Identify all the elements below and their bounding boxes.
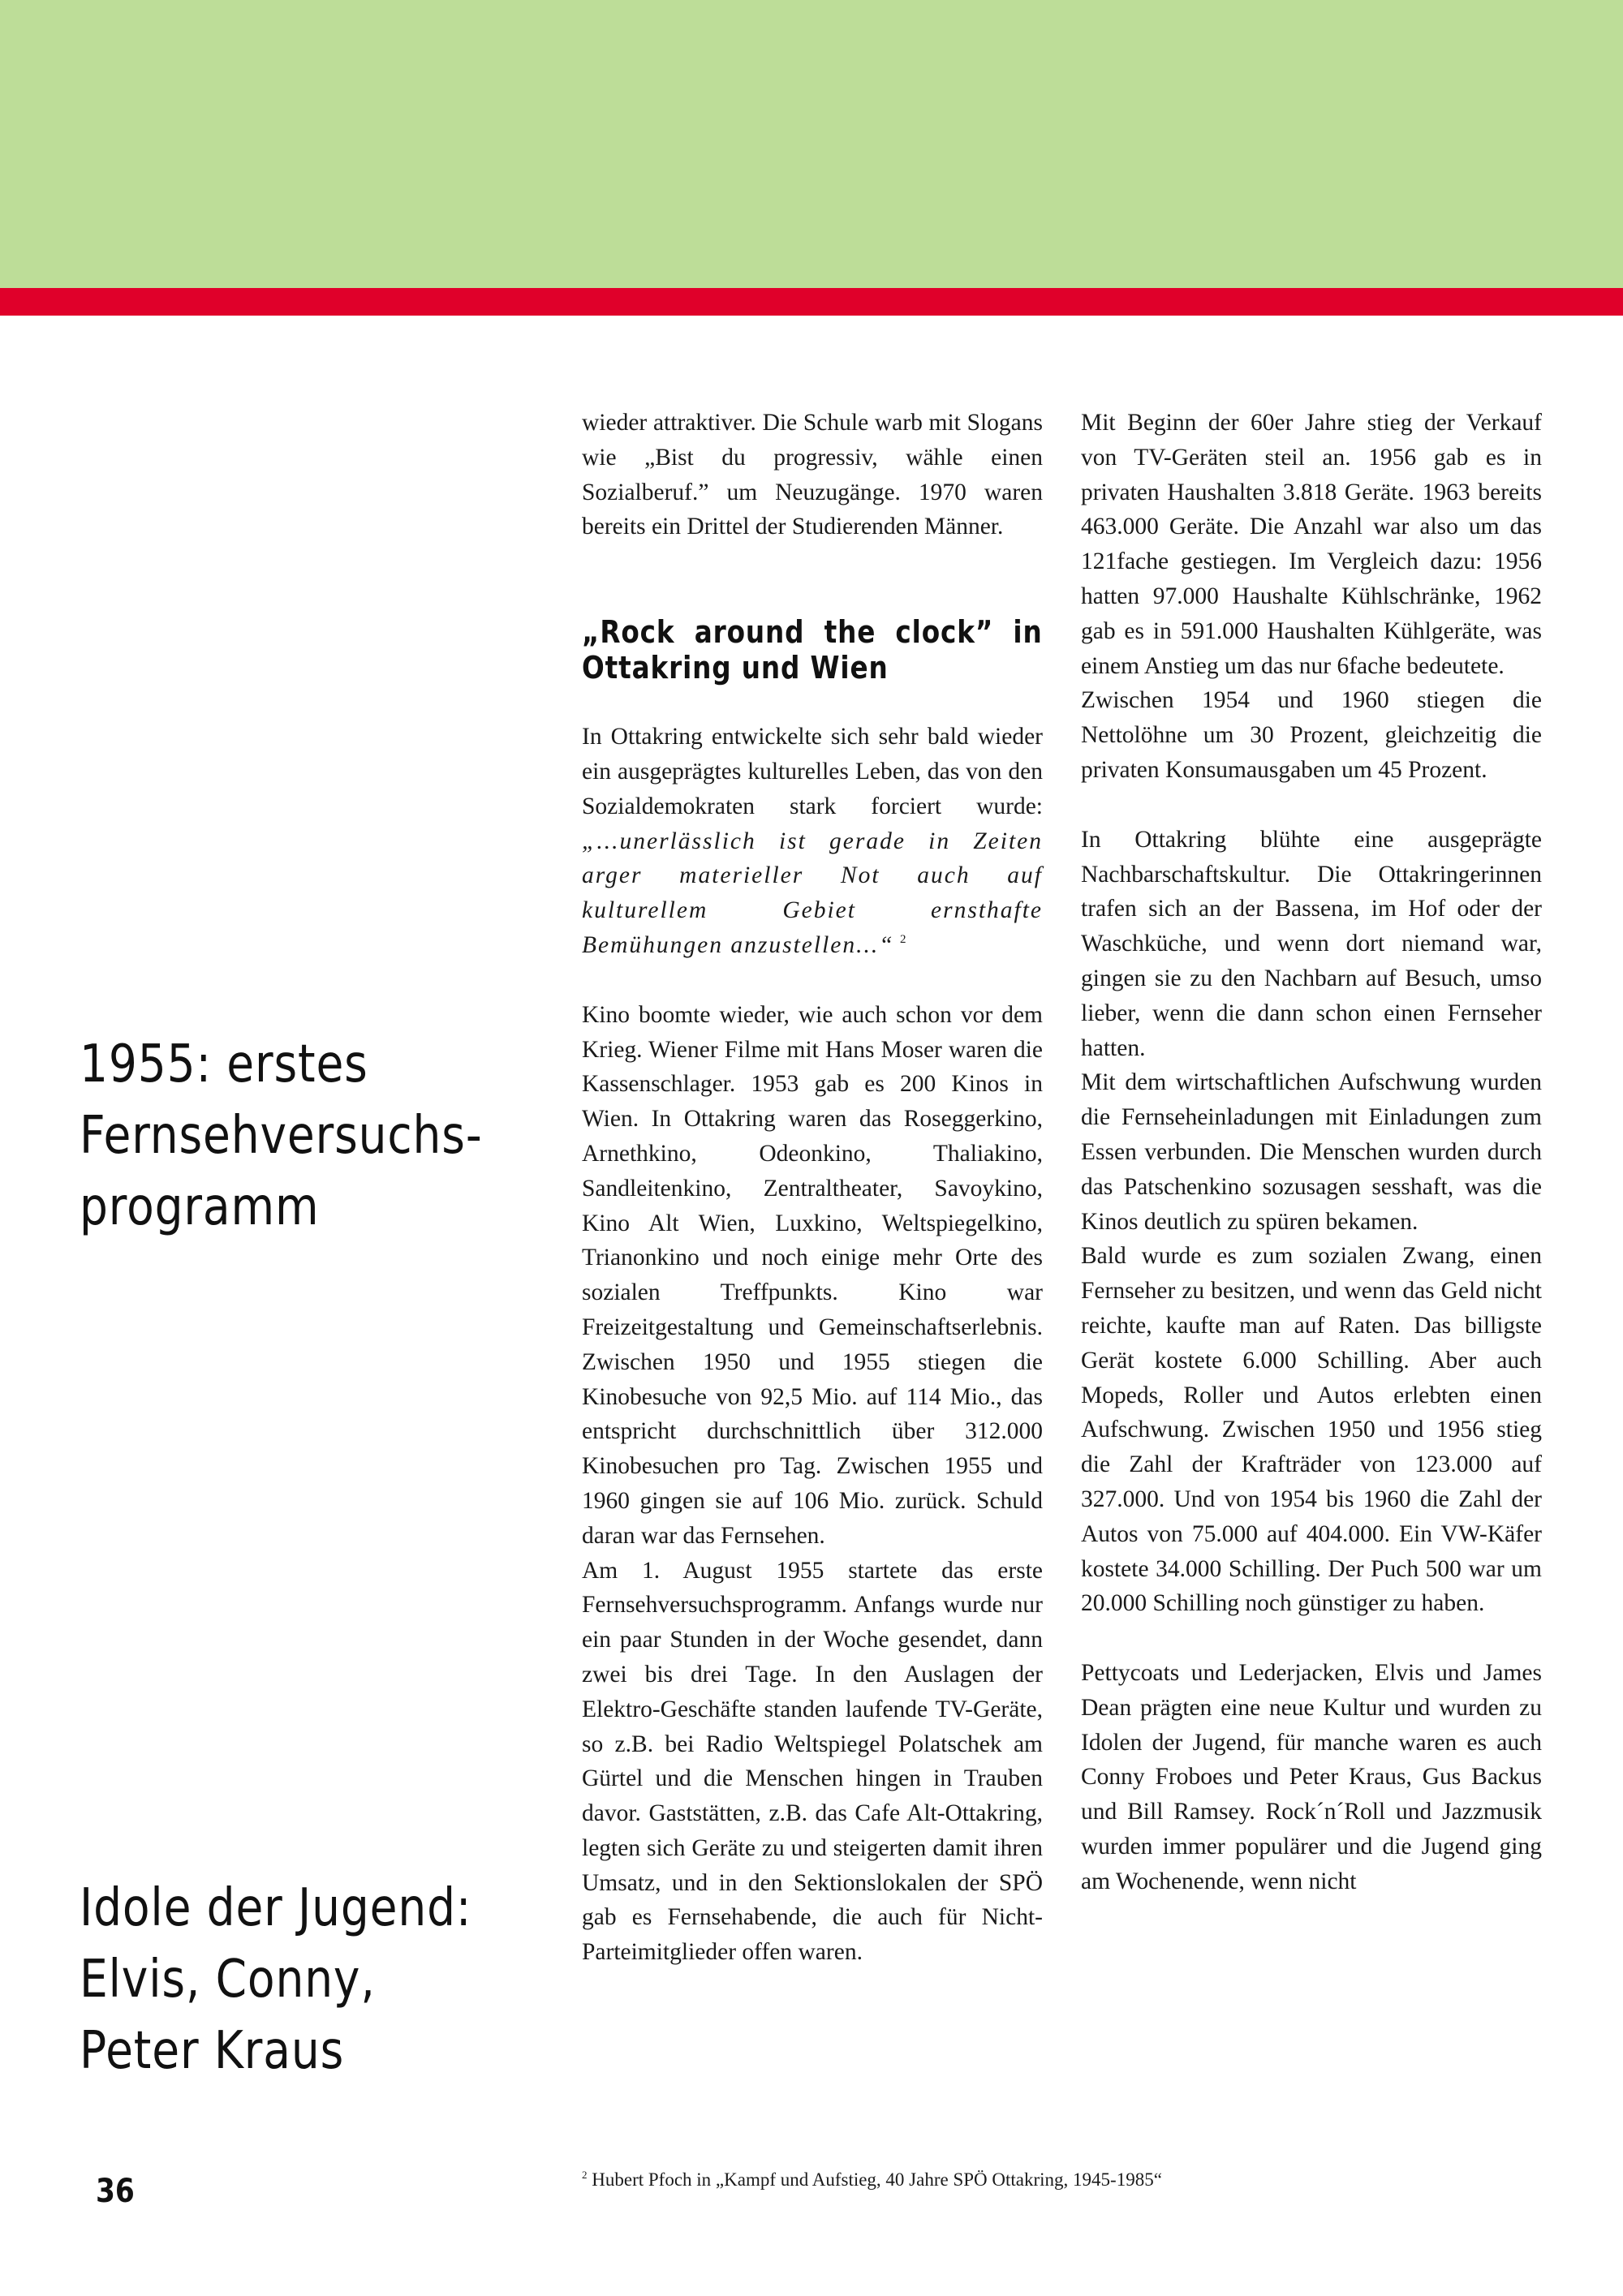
paragraph: Zwischen 1954 und 1960 stiegen die Nettolöhne um 30 Prozent, gleichzeitig die privaten Konsumausgaben um 45 Prozent. (1081, 687, 1542, 783)
paragraph: Pettycoats und Lederjacken, Elvis und James Dean prägten eine neue Kultur und wurden zu Idolen der Jugend, für manche waren es auch Conny Froboes und Peter Kraus, Gus Backus und Bill Ramsey. Rock´n´Roll und Jazzmusik wurden immer populärer und die Jugend ging am Wochenende, wenn nicht (1081, 1660, 1542, 1894)
page-number: 36 (96, 2173, 135, 2210)
paragraph-text: In Ottakring entwickelte sich sehr bald wieder ein ausgeprägtes kulturelles Leben, das von den Sozialdemokraten stark forciert wurde: (582, 724, 1043, 819)
paragraph-with-quote (582, 720, 1043, 963)
text-column-right (1081, 406, 1542, 1899)
header-banner (0, 0, 1623, 288)
paragraph: In Ottakring blühte eine ausgeprägte Nachbarschaftskultur. Die Ottakringerinnen trafen sich an der Bassena, im Hof oder der Waschküche, und wenn dort niemand war, gingen sie zu den Nachbarn auf Besuch, umso lieber, wenn die dann schon einen Fernseher hatten. (1081, 826, 1542, 1061)
paragraph: wieder attraktiver. Die Schule warb mit Slogans wie „Bist du progressiv, wähle einen Sozialberuf.” um Neuzugänge. 1970 waren bereits ein Drittel der Studierenden Männer. (582, 410, 1043, 540)
sidebar-heading-youth-idols: Idole der Jugend: Elvis, Conny, Peter Kraus (80, 1878, 472, 2081)
sidebar-heading-tv-program: 1955: erstes Fernsehversuchs-programm (80, 1034, 483, 1237)
footnote-reference: 2 (900, 932, 906, 946)
section-subheading: „Rock around the clock” in Ottakring und Wien (582, 614, 1043, 686)
footnote-marker: 2 (582, 2169, 588, 2181)
paragraph: Am 1. August 1955 startete das erste Fernsehversuchsprogramm. Anfangs wurde nur ein paar Stunden in der Woche gesendet, dann zwei bis drei Tage. In den Auslagen der Elektro-Geschäfte standen laufende TV-Geräte, so z.B. bei Radio Weltspiegel Polatschek am Gürtel und die Menschen hingen in Trauben davor. Gaststätten, z.B. das Cafe Alt-Ottakring, legten sich Geräte zu und steigerten damit ihren Umsatz, und in den Sektionslokalen der SPÖ gab es Fernsehabende, die auch für Nicht-Parteimitglieder offen waren. (582, 1557, 1043, 1966)
paragraph: Mit dem wirtschaftlichen Aufschwung wurden die Fernseheinladungen mit Einladungen zum Essen verbunden. Die Menschen wurden durch das Patschenkino sozusagen sesshaft, was die Kinos deutlich zu spüren bekamen. (1081, 1069, 1542, 1235)
footnote (582, 2168, 1556, 2192)
paragraph: Bald wurde es zum sozialen Zwang, einen Fernseher zu besitzen, und wenn das Geld nicht reichte, kaufte man auf Raten. Das billigste Gerät kostete 6.000 Schilling. Aber auch Mopeds, Roller und Autos erlebten einen Aufschwung. Zwischen 1950 und 1956 stieg die Zahl der Krafträder von 123.000 auf 327.000. Und von 1954 bis 1960 die Zahl der Autos von 75.000 auf 404.000. Ein VW-Käfer kostete 34.000 Schilling. Der Puch 500 war um 20.000 Schilling noch günstiger zu haben. (1081, 1243, 1542, 1617)
footnote-text: Hubert Pfoch in „Kampf und Aufstieg, 40 Jahre SPÖ Ottakring, 1945-1985“ (592, 2169, 1162, 2190)
quote-text: „...unerlässlich ist gerade in Zeiten arger materieller Not auch auf kulturellem Gebiet ernsthafte Bemühungen anzustellen...“ (582, 828, 1043, 958)
paragraph: Kino boomte wieder, wie auch schon vor dem Krieg. Wiener Filme mit Hans Moser waren die Kassenschlager. 1953 gab es 200 Kinos in Wien. In Ottakring waren das Roseggerkino, Arnethkino, Odeonkino, Thaliakino, Sandleitenkino, Zentraltheater, Savoykino, Kino Alt Wien, Luxkino, Weltspiegelkino, Trianonkino und noch einige mehr Orte des sozialen Treffpunkts. Kino war Freizeitgestaltung und Gemeinschaftserlebnis. Zwischen 1950 und 1955 stiegen die Kinobesuche von 92,5 Mio. auf 114 Mio., das entspricht durchschnittlich über 312.000 Kinobesuchen pro Tag. Zwischen 1955 und 1960 gingen sie auf 106 Mio. zurück. Schuld daran war das Fernsehen. (582, 1001, 1043, 1549)
paragraph: Mit Beginn der 60er Jahre stieg der Verkauf von TV-Geräten steil an. 1956 gab es in privaten Haushalten 3.818 Geräte. 1963 bereits 463.000 Geräte. Die Anzahl war also um das 121fache gestiegen. Im Vergleich dazu: 1956 hatten 97.000 Haushalte Kühlschränke, 1962 gab es in 591.000 Haushalten Kühlgeräte, was einem Anstieg um das nur 6fache bedeutete. (1081, 410, 1542, 679)
text-column-left (582, 406, 1043, 1970)
header-red-stripe (0, 288, 1623, 316)
